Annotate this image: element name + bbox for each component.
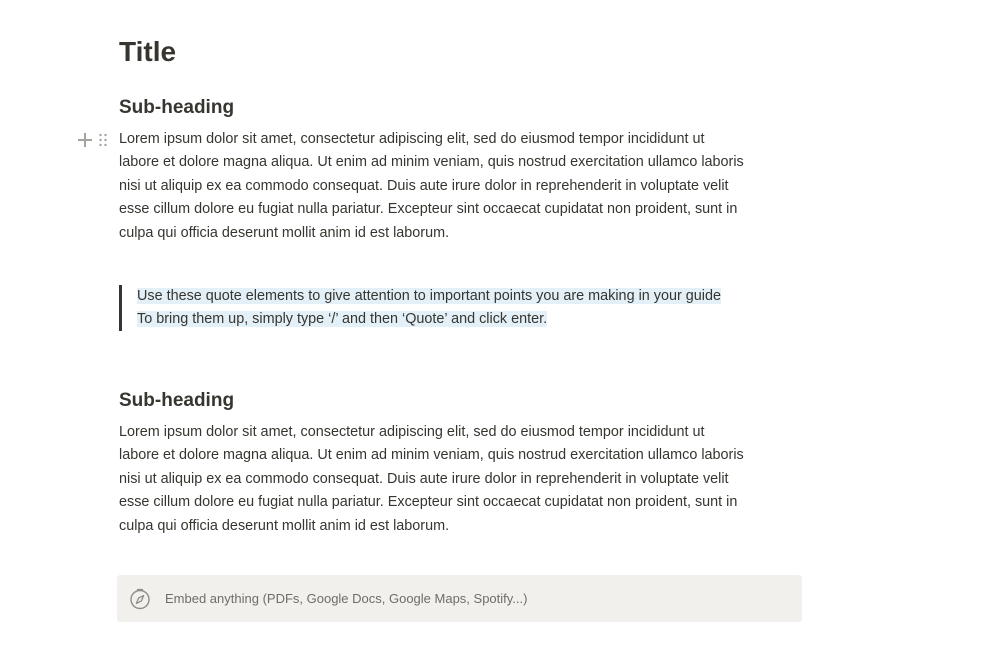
- embed-label: Embed anything (PDFs, Google Docs, Google Maps, Spotify...): [165, 591, 528, 606]
- paragraph-line: culpa qui officia deserunt mollit anim id est laborum.: [119, 517, 450, 534]
- plus-icon[interactable]: [78, 133, 92, 147]
- subheading-2[interactable]: Sub-heading: [119, 390, 235, 411]
- paragraph-line: culpa qui officia deserunt mollit anim id est laborum.: [119, 224, 450, 241]
- quote-text: [137, 285, 721, 332]
- paragraph-1[interactable]: [119, 128, 802, 245]
- quote-bar: [119, 285, 122, 331]
- paragraph-line: nisi ut aliquip ex ea commodo consequat. Duis aute irure dolor in reprehenderit in voluptate velit: [119, 177, 729, 194]
- quote-line: Use these quote elements to give attention to important points you are making in your guide: [137, 288, 721, 304]
- paragraph-line: nisi ut aliquip ex ea commodo consequat. Duis aute irure dolor in reprehenderit in voluptate velit: [119, 470, 729, 487]
- quote-block[interactable]: [119, 285, 802, 331]
- page-title[interactable]: Title: [119, 36, 177, 67]
- drag-handle-icon[interactable]: [98, 133, 108, 147]
- paragraph-line: labore et dolore magna aliqua. Ut enim ad minim veniam, quis nostrud exercitation ullamco laboris: [119, 447, 744, 464]
- paragraph-line: Lorem ipsum dolor sit amet, consectetur adipiscing elit, sed do eiusmod tempor incididunt ut: [119, 424, 705, 440]
- embed-block[interactable]: [117, 575, 802, 622]
- block-handles: [78, 130, 114, 150]
- paragraph-line: labore et dolore magna aliqua. Ut enim ad minim veniam, quis nostrud exercitation ullamco laboris: [119, 154, 744, 171]
- subheading-1[interactable]: Sub-heading: [119, 97, 235, 118]
- quote-line: To bring them up, simply type ‘/’ and then ‘Quote’ and click enter.: [137, 311, 548, 328]
- compass-icon: [129, 588, 151, 610]
- paragraph-line: esse cillum dolore eu fugiat nulla pariatur. Excepteur sint occaecat cupidatat non proident, sunt in: [119, 201, 738, 218]
- paragraph-2[interactable]: [119, 421, 802, 538]
- paragraph-line: esse cillum dolore eu fugiat nulla pariatur. Excepteur sint occaecat cupidatat non proident, sunt in: [119, 494, 738, 511]
- paragraph-line: Lorem ipsum dolor sit amet, consectetur adipiscing elit, sed do eiusmod tempor incididunt ut: [119, 131, 705, 147]
